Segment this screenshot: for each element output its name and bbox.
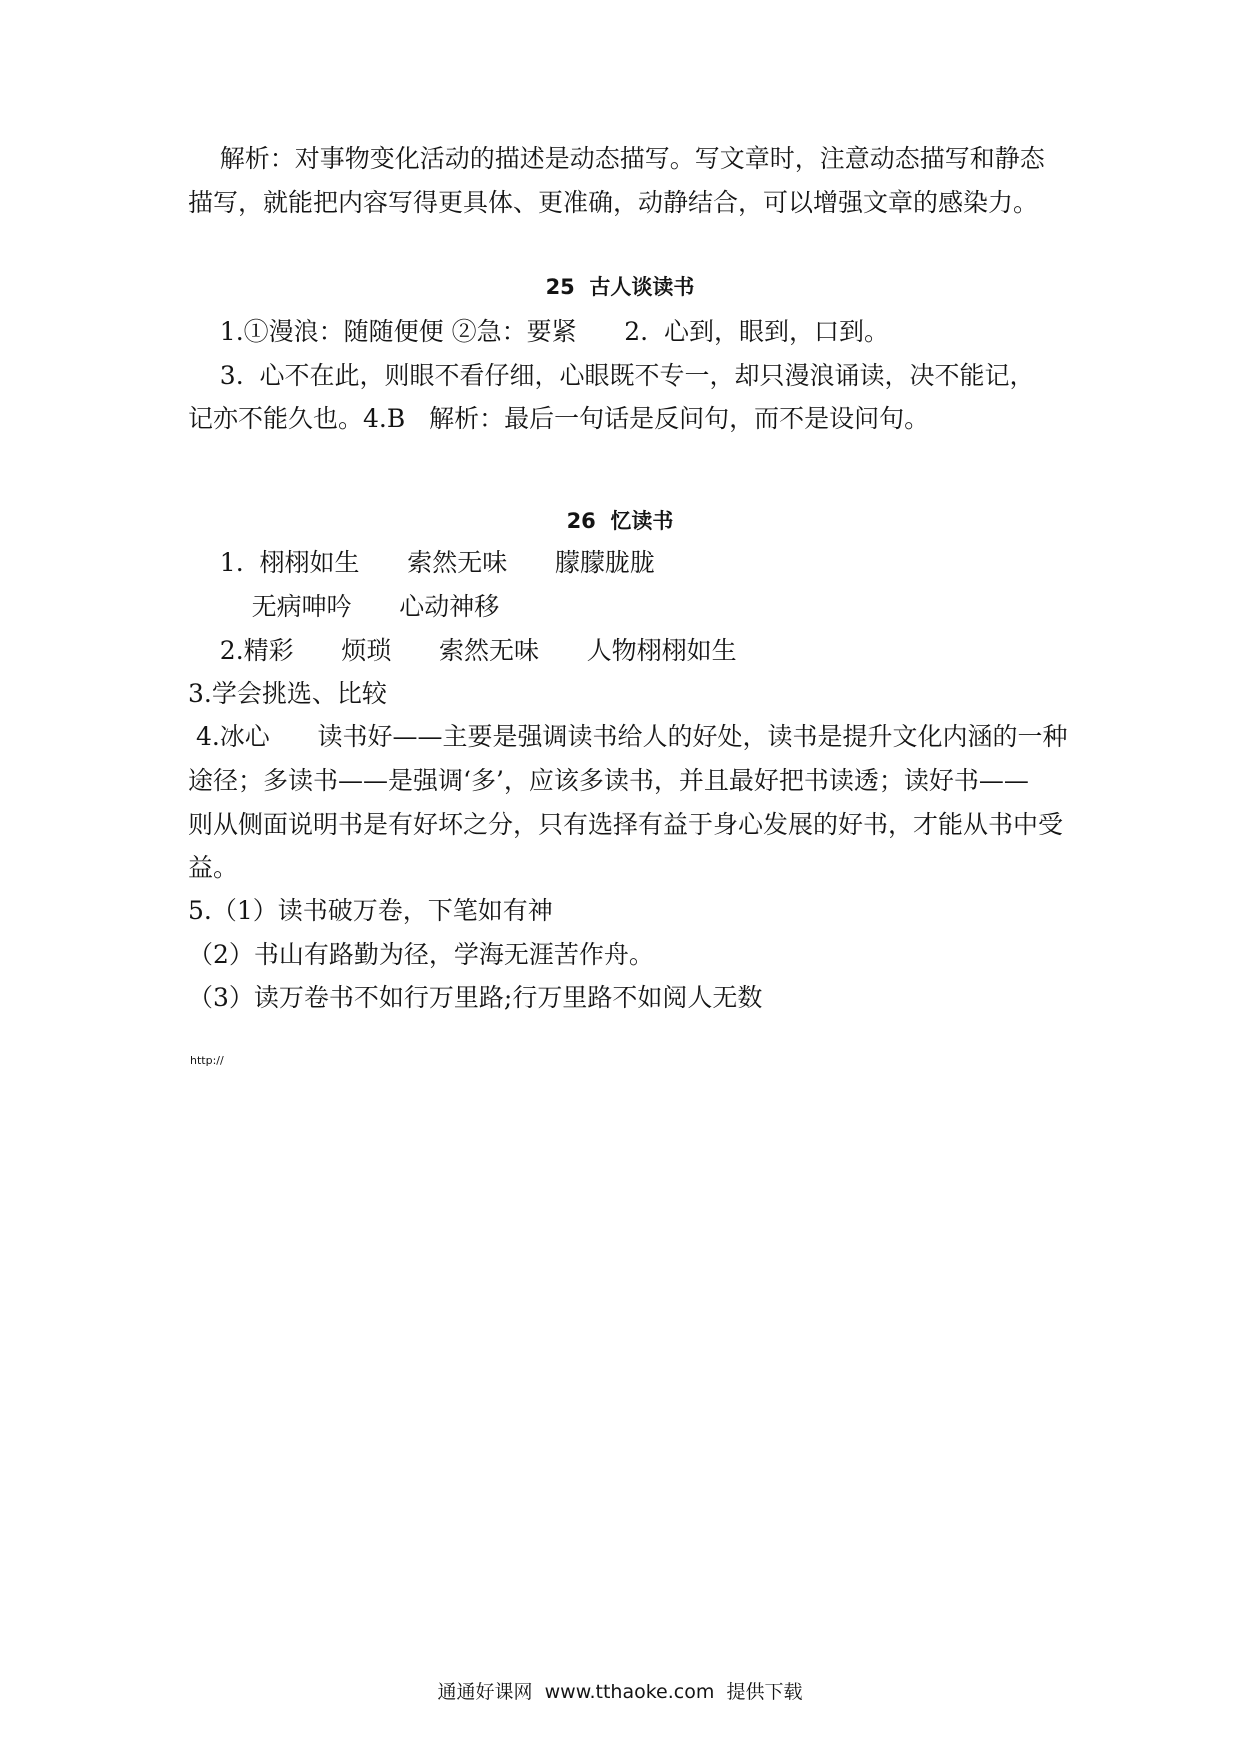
section-26-line-3: 2.精彩 烦琐 索然无味 人物栩栩如生 [188,636,737,665]
page-footer: 通通好课网 www.tthaoke.com 提供下载 [437,1681,803,1703]
url-fragment: http:// [190,1054,224,1067]
section-26-line-10: （2）书山有路勤为径，学海无涯苦作舟。 [188,940,654,969]
section-26-title: 26 忆读书 [566,509,674,533]
section-25-line-2: 3. 心不在此，则眼不看仔细，心眼既不专一，却只漫浪诵读，决不能记， [188,361,1035,390]
intro-line-2: 描写，就能把内容写得更具体、更准确，动静结合，可以增强文章的感染力。 [188,188,1039,217]
section-25-line-1: 1.①漫浪：随随便便 ②急：要紧 2. 心到，眼到，口到。 [188,317,890,346]
section-26-line-6: 途径；多读书——是强调‘多’，应该多读书，并且最好把书读透；读好书—— [188,766,1029,795]
section-26-line-1: 1. 栩栩如生 索然无味 朦朦胧胧 [188,548,655,577]
section-26-line-7: 则从侧面说明书是有好坏之分，只有选择有益于身心发展的好书，才能从书中受 [188,810,1064,839]
section-25-line-3: 记亦不能久也。4.B 解析：最后一句话是反问句，而不是设问句。 [188,404,930,433]
section-26-line-5: 4.冰心 读书好——主要是强调读书给人的好处，读书是提升文化内涵的一种 [188,722,1068,751]
section-26-line-4: 3.学会挑选、比较 [188,679,387,708]
section-26-line-9: 5.（1）读书破万卷，下笔如有神 [188,896,553,925]
section-26-line-8: 益。 [188,853,239,882]
section-26-line-2: 无病呻吟 心动神移 [188,592,500,621]
section-26-line-11: （3）读万卷书不如行万里路;行万里路不如阅人无数 [188,983,763,1012]
section-25-title: 25 古人谈读书 [545,275,695,299]
intro-line-1: 解析：对事物变化活动的描述是动态描写。写文章时，注意动态描写和静态 [188,144,1045,173]
